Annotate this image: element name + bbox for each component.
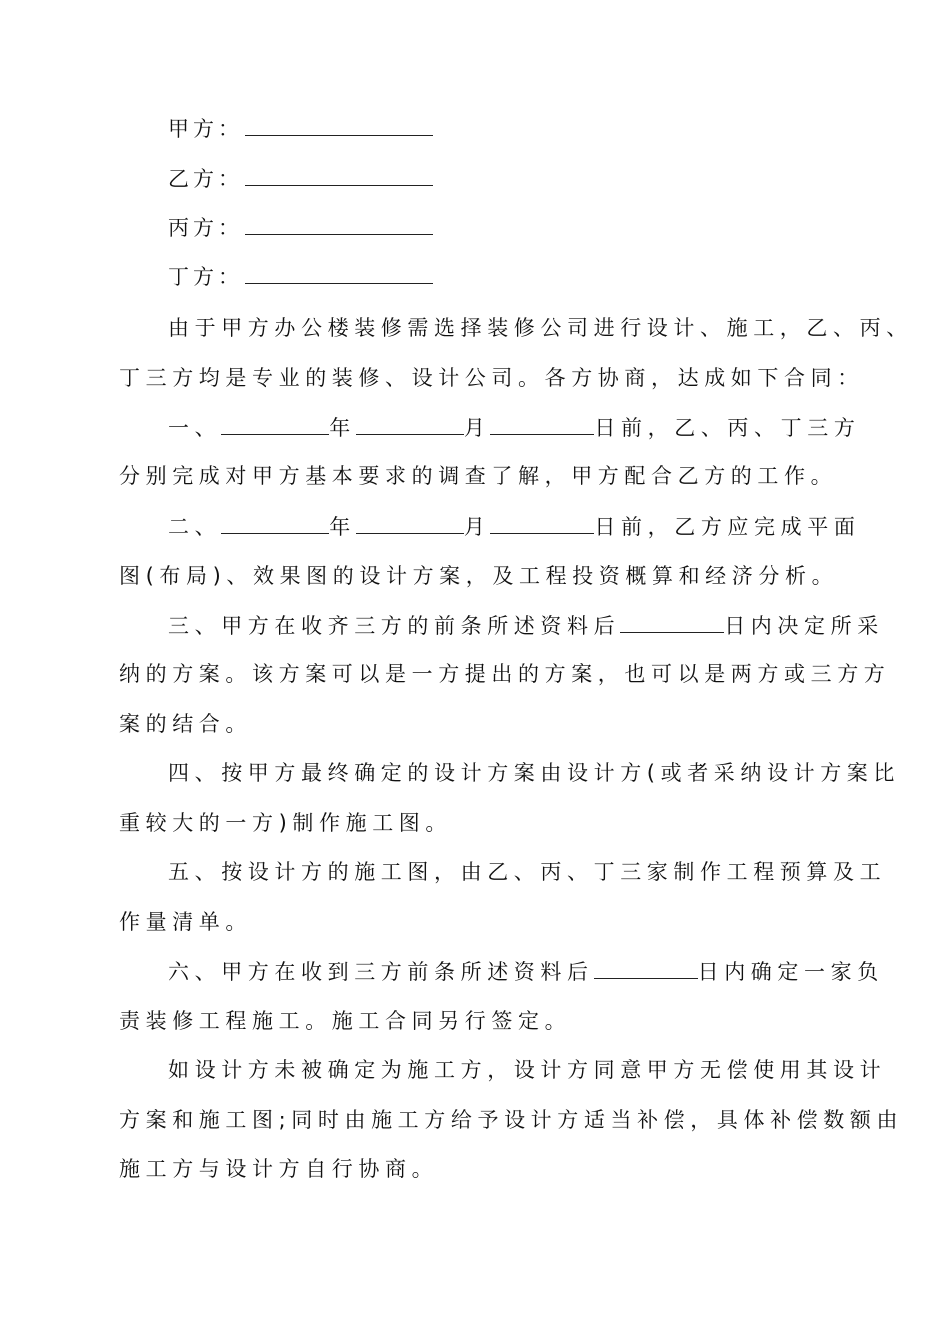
clause-3-days-blank[interactable] (620, 610, 724, 633)
clause-2-line-2: 图(布局)、效果图的设计方案，及工程投资概算和经济分析。 (119, 564, 839, 588)
note-line-1: 如设计方未被确定为施工方，设计方同意甲方无偿使用其设计 (168, 1058, 887, 1082)
clause-1-month-label: 月 (463, 416, 491, 440)
clause-6-line-1 (168, 956, 888, 986)
clause-2-prefix: 二、 (168, 515, 222, 539)
party-a-blank[interactable] (245, 113, 433, 136)
clause-1-year-blank[interactable] (221, 412, 329, 435)
intro-line-1: 由于甲方办公楼装修需选择装修公司进行设计、施工，乙、丙、 (168, 316, 913, 340)
clause-3-line-2: 纳的方案。该方案可以是一方提出的方案，也可以是两方或三方方 (119, 662, 891, 686)
clause-6-days-blank[interactable] (594, 956, 698, 979)
clause-2-month-blank[interactable] (356, 511, 464, 534)
party-a-label: 甲方： (168, 117, 243, 141)
party-d-line (168, 261, 433, 291)
party-b-blank[interactable] (245, 163, 433, 186)
clause-3-suffix: 日内决定所采 (724, 614, 884, 638)
clause-2-year-blank[interactable] (221, 511, 329, 534)
clause-6-prefix: 六、甲方在收到三方前条所述资料后 (168, 960, 594, 984)
clause-4-line-2: 重较大的一方)制作施工图。 (119, 811, 452, 835)
party-c-label: 丙方： (168, 216, 243, 240)
intro-line-2: 丁三方均是专业的装修、设计公司。各方协商，达成如下合同： (119, 366, 864, 390)
party-a-line (168, 113, 433, 143)
clause-6-line-2: 责装修工程施工。施工合同另行签定。 (119, 1009, 572, 1033)
clause-1-day-blank[interactable] (490, 412, 594, 435)
clause-1-prefix: 一、 (168, 416, 222, 440)
clause-3-prefix: 三、甲方在收齐三方的前条所述资料后 (168, 614, 621, 638)
clause-4-line-1: 四、按甲方最终确定的设计方案由设计方(或者采纳设计方案比 (168, 761, 900, 785)
clause-6-suffix: 日内确定一家负 (697, 960, 884, 984)
clause-3-line-3: 案的结合。 (119, 712, 252, 736)
clause-2-year-label: 年 (329, 515, 356, 539)
clause-1-month-blank[interactable] (356, 412, 464, 435)
party-c-blank[interactable] (245, 212, 433, 235)
clause-1-year-label: 年 (329, 416, 356, 440)
party-d-blank[interactable] (245, 261, 433, 284)
note-line-3: 施工方与设计方自行协商。 (119, 1157, 439, 1181)
party-b-line (168, 163, 433, 193)
clause-3-line-1 (168, 610, 888, 640)
party-d-label: 丁方： (168, 265, 243, 289)
clause-2-suffix: 日前，乙方应完成平面 (594, 515, 861, 539)
clause-1-line-1 (168, 412, 888, 442)
clause-5-line-1: 五、按设计方的施工图，由乙、丙、丁三家制作工程预算及工 (168, 860, 887, 884)
party-c-line (168, 212, 433, 242)
clause-1-suffix: 日前，乙、丙、丁三方 (594, 416, 861, 440)
note-line-2: 方案和施工图;同时由施工方给予设计方适当补偿，具体补偿数额由 (119, 1108, 904, 1132)
clause-2-day-blank[interactable] (490, 511, 594, 534)
clause-2-line-1 (168, 511, 888, 541)
party-b-label: 乙方： (168, 167, 243, 191)
clause-2-month-label: 月 (463, 515, 491, 539)
clause-5-line-2: 作量清单。 (119, 910, 252, 934)
clause-1-line-2: 分别完成对甲方基本要求的调查了解，甲方配合乙方的工作。 (119, 464, 838, 488)
